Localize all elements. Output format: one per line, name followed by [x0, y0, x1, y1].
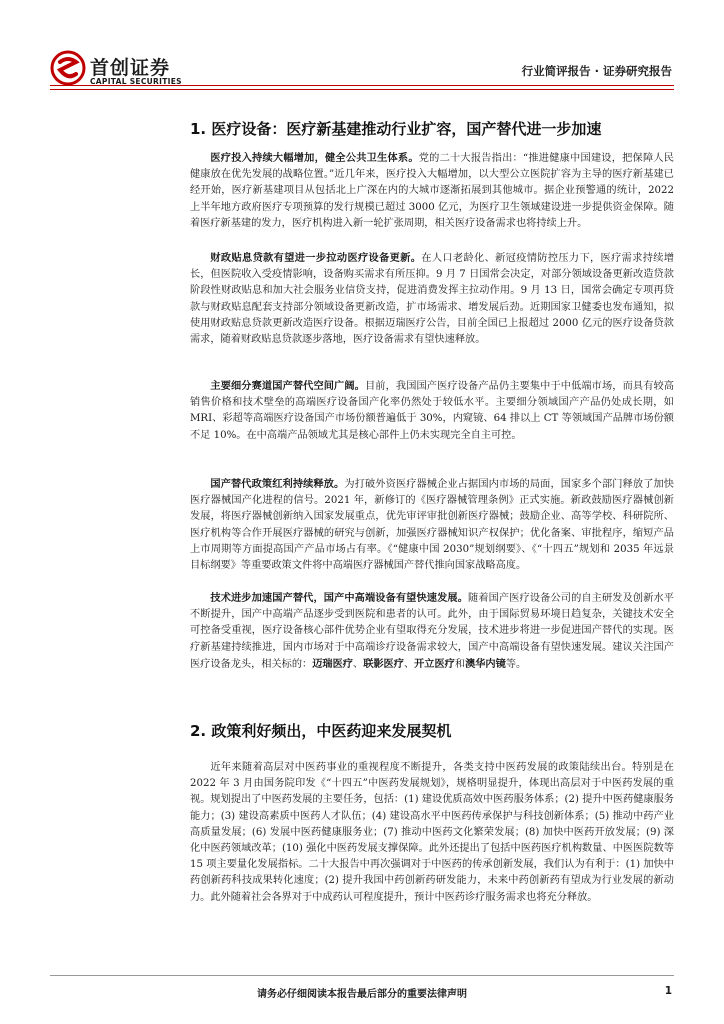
logo-english-name: CAPITAL SECURITIES	[90, 77, 182, 86]
legal-notice: 请务必仔细阅读本报告最后部分的重要法律声明	[257, 989, 467, 1000]
stock-pick: 澳华内镜	[465, 657, 506, 670]
header-divider	[50, 85, 674, 86]
paragraph-lead: 国产替代政策红利持续释放。	[210, 478, 345, 490]
stock-pick: 开立医疗	[414, 657, 455, 670]
section-1-paragraph-2	[190, 250, 674, 348]
section-1-paragraph-3	[190, 378, 674, 444]
paragraph-end: 等。	[505, 658, 527, 670]
paragraph-body: 目前，我国国产医疗设备产品仍主要集中于中低端市场，而具有较高销售价格和技术壁垒的高端医疗设备国产化率仍然处于较低水平。主要细分领域国产产品仍处成长期，如 MRI、彩超等高端医疗设备国产市场份额普遍低于 30%，内窥镜、64 排以上 CT 等领域国产品牌市场份额不足 10%。在中高端产品领域尤其是核心部件上仍未实现完全自主可控。	[190, 381, 674, 441]
logo-chinese-name: 首创证券	[90, 57, 171, 79]
paragraph-body: 党的二十大报告指出：“推进健康中国建设，把保障人民健康放在优先发展的战略位置。”近几年来，医疗投入大幅增加，以大型公立医院扩容为主导的医疗新基建已经开始，医疗新基建项目从包括北上广深在内的大城市逐渐拓展到其他城市。据企业预警通的统计，2022 上半年地方政府医疗专项预算的发行规模已超过 3000 亿元，为医疗卫生领域建设进一步提供资金保障。随着医疗新基建的发力，医疗机构进入新一轮扩张周期，相关医疗设备需求也将持续上升。	[190, 153, 674, 229]
paragraph-body: 为打破外资医疗器械企业占据国内市场的局面，国家多个部门释放了加快医疗器械国产化进程的信号。2021 年，新修订的《医疗器械管理条例》正式实施。新政鼓励医疗器械创新发展，将医疗器械创新纳入国家发展重点，优先审评审批创新医疗器械；鼓励企业、高等学校、科研院所、医疗机构等合作开展医疗器械的研究与创新，加强医疗器械知识产权保护；优化备案、审批程序，缩短产品上市周期等方面提高国产产品市场占有率。《“健康中国 2030”规划纲要》、《“十四五”规划和 2035 年远景目标纲要》等重要政策文件将中高端医疗器械国产替代推向国家战略高度。	[190, 479, 674, 572]
company-logo	[50, 50, 210, 90]
section-1-paragraph-1	[190, 150, 674, 232]
header-divider-thin	[50, 89, 674, 90]
report-type-label: 行业简评报告 · 证券研究报告	[521, 64, 672, 78]
stock-pick: 联影医疗	[363, 657, 404, 670]
section-1-title: 1. 医疗设备：医疗新基建推动行业扩容，国产替代进一步加速	[190, 120, 602, 138]
section-2-paragraph: 近年来随着高层对中医药事业的重视程度不断提升，各类支持中医药发展的政策陆续出台。特别是在 2022 年 3 月由国务院印发《“十四五”中医药发展规划》，规格明显提升，体现出高层对于中医药发展的重视。规划提出了中医药发展的主要任务，包括：(1) 建设优质高效中医药服务体系；(2) 提升中医药健康服务能力；(3) 建设高素质中医药人才队伍；(4) 建设高水平中医药传承保护与科技创新体系；(5) 推动中药产业高质量发展；(6) 发展中医药健康服务业；(7) 推动中医药文化繁荣发展；(8) 加快中医药开放发展；(9) 深化中医药领域改革；(10) 强化中医药发展支撑保障。此外还提出了包括中医药医疗机构数量、中医医院数等 15 项主要量化发展指标。二十大报告中再次强调对于中医药的传承创新发展，我们认为有利于：(1) 加快中药创新药科技成果转化速度；(2) 提升我国中药创新药研发能力，未来中药创新药有望成为行业发展的新动力。此外随着社会各界对于中成药认可程度提升，预计中医药诊疗服务需求也将充分释放。	[190, 762, 674, 903]
footer-divider	[50, 975, 674, 976]
paragraph-lead: 财政贴息贷款有望进一步拉动医疗设备更新。	[210, 252, 422, 264]
section-2-title: 2. 政策利好频出，中医药迎来发展契机	[190, 722, 452, 740]
page-number: 1	[664, 985, 672, 997]
section-1-paragraph-4	[190, 476, 674, 574]
paragraph-lead: 医疗投入持续大幅增加，健全公共卫生体系。	[210, 152, 419, 164]
paragraph-body: 在人口老龄化、新冠疫情防控压力下，医疗需求持续增长，但医院收入受疫情影响，设备购买需求有所压抑。9 月 7 日国常会决定，对部分领域设备更新改造贷款阶段性财政贴息和加大社会服务业信贷支持，促进消费发挥主拉动作用。9 月 13 日，国常会确定专项再贷款与财政贴息配套支持部分领域设备更新改造，扩市场需求、增发展后劲。近期国家卫健委也发布通知，拟使用财政贴息贷款更新改造医疗设备。根据迈瑞医疗公告，目前全国已上报超过 2000 亿元的医疗设备贷款需求，随着财政贴息贷款逐步落地，医疗设备需求有望快速释放。	[190, 253, 675, 346]
capital-securities-logo-icon	[50, 50, 86, 86]
section-1-paragraph-5: 技术进步加速国产替代，国产中高端设备有望快速发展。随着国产医疗设备公司的自主研发及创新水平不断提升，国产中高端产品逐步受到医院和患者的认可。此外，由于国际贸易环境日趋复杂，关键技术安全可控备受重视，医疗设备核心部件优势企业有望取得充分发展，技术进步将进一步促进国产替代的实现。医疗新基建持续推进，国内市场对于中高端诊疗设备需求较大，国产中高端设备有望快速发展。建议关注国产医疗设备龙头，相关标的：迈瑞医疗、联影医疗、开立医疗和澳华内镜等。	[190, 592, 674, 670]
paragraph-body: 随着国产医疗设备公司的自主研发及创新水平不断提升，国产中高端产品逐步受到医院和患者的认可。此外，由于国际贸易环境日趋复杂，关键技术安全可控备受重视，医疗设备核心部件优势企业有望取得充分发展，技术进步将进一步促进国产替代的实现。医疗新基建持续推进，国内市场对于中高端诊疗设备需求较大，国产中高端设备有望快速发展。建议关注国产医疗设备龙头，相关标的：	[190, 593, 674, 670]
stock-pick: 迈瑞医疗	[312, 657, 353, 670]
paragraph-lead: 技术进步加速国产替代，国产中高端设备有望快速发展。	[210, 592, 469, 604]
paragraph-lead: 主要细分赛道国产替代空间广阔。	[210, 380, 365, 392]
